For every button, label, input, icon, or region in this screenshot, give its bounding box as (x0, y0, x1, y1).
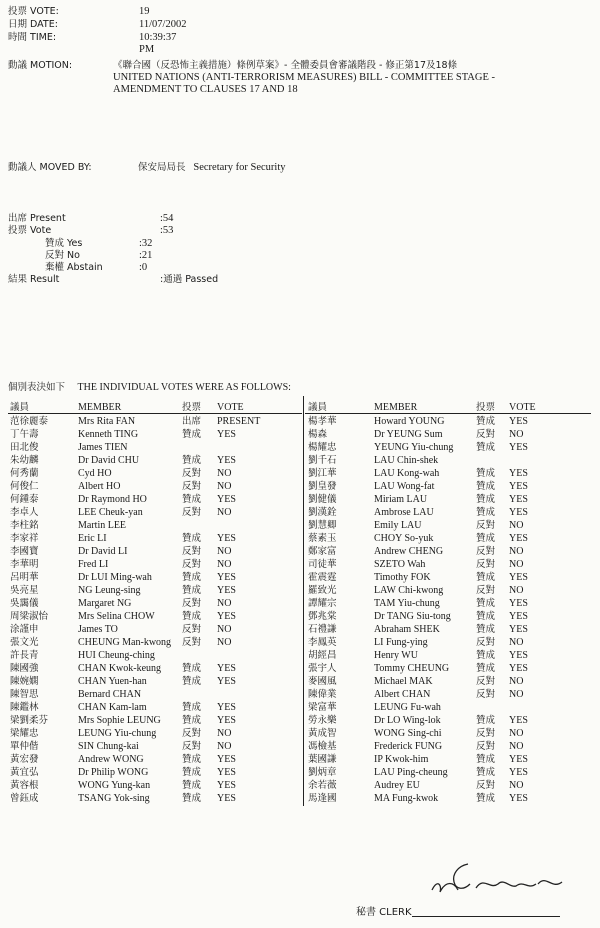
vote-zh: 贊成 (182, 663, 202, 674)
vote-en: YES (509, 663, 528, 674)
member-name-en: CHEUNG Man-kwong (78, 637, 172, 648)
motion-text-zh: 《聯合國（反恐怖主義措施）條例草案》- 全體委員會審議階段 - 修正第17及18條 (113, 60, 458, 71)
vote-en: YES (509, 793, 528, 804)
vote-en: PRESENT (217, 416, 261, 427)
member-name-zh: 葉國謙 (308, 754, 337, 765)
vote-en: NO (509, 546, 524, 557)
vote-en: YES (217, 455, 236, 466)
vote-en: NO (509, 429, 524, 440)
column-divider (303, 396, 304, 806)
member-name-en: LAU Wong-fat (374, 481, 435, 492)
yes-label: 贊成 Yes (45, 237, 83, 249)
member-name-en: TAM Yiu-chung (374, 598, 440, 609)
vote-zh: 反對 (182, 507, 202, 518)
vote-zh: 反對 (476, 585, 496, 596)
member-name-en: Dr Philip WONG (78, 767, 149, 778)
intro-en: THE INDIVIDUAL VOTES WERE AS FOLLOWS: (77, 382, 291, 393)
member-name-en: Dr David LI (78, 546, 128, 557)
vote-en: YES (509, 533, 528, 544)
member-name-zh: 黃宜弘 (10, 767, 39, 778)
present-value: :54 (160, 213, 174, 224)
member-name-en: Andrew WONG (78, 754, 144, 765)
vote-en: YES (509, 624, 528, 635)
vote-zh: 贊成 (476, 793, 496, 804)
vote-zh: 反對 (182, 637, 202, 648)
member-name-en: LEUNG Yiu-chung (78, 728, 157, 739)
member-name-en: Dr LO Wing-lok (374, 715, 441, 726)
clerk-signature (428, 860, 578, 900)
vote-en: YES (217, 663, 236, 674)
member-name-zh: 張宇人 (308, 663, 337, 674)
member-name-en: Fred LI (78, 559, 109, 570)
present-label: 出席 Present (8, 213, 66, 224)
member-name-zh: 吳亮星 (10, 585, 39, 596)
vote-zh: 贊成 (476, 611, 496, 622)
member-name-en: Emily LAU (374, 520, 422, 531)
member-name-en: Timothy FOK (374, 572, 431, 583)
member-name-zh: 劉健儀 (308, 494, 337, 505)
vote-zh: 贊成 (476, 715, 496, 726)
vote-en: YES (217, 585, 236, 596)
vote-en: NO (217, 624, 232, 635)
member-name-zh: 周梁淑怡 (10, 611, 49, 622)
vote-en: YES (509, 468, 528, 479)
member-name-en: Dr Raymond HO (78, 494, 147, 505)
member-name-zh: 陳智思 (10, 689, 39, 700)
vote-zh: 反對 (476, 741, 496, 752)
vote-en: NO (509, 741, 524, 752)
vote-en: YES (509, 715, 528, 726)
member-name-en: Dr David CHU (78, 455, 140, 466)
member-name-en: LI Fung-ying (374, 637, 428, 648)
vote-en: YES (509, 650, 528, 661)
member-name-en: Tommy CHEUNG (374, 663, 450, 674)
member-name-en: Henry WU (374, 650, 418, 661)
member-name-zh: 劉炳章 (308, 767, 337, 778)
member-name-zh: 丁午壽 (10, 429, 39, 440)
member-name-en: James TO (78, 624, 118, 635)
vote-zh: 贊成 (476, 494, 496, 505)
member-name-zh: 何秀蘭 (10, 468, 39, 479)
member-name-en: LAU Chin-shek (374, 455, 439, 466)
moved-by-value (138, 162, 286, 174)
member-name-en: Michael MAK (374, 676, 433, 687)
vote-zh: 反對 (182, 598, 202, 609)
member-name-en: LEUNG Fu-wah (374, 702, 441, 713)
member-name-zh: 鄭家富 (308, 546, 337, 557)
member-name-en: Audrey EU (374, 780, 420, 791)
member-name-en: Kenneth TING (78, 429, 139, 440)
result-label: 結果 Result (8, 274, 60, 286)
vote-en: YES (217, 702, 236, 713)
member-name-zh: 黃容根 (10, 780, 39, 791)
vote-zh: 反對 (476, 559, 496, 570)
vote-zh: 贊成 (182, 767, 202, 778)
vote-zh: 贊成 (476, 533, 496, 544)
member-name-zh: 田北俊 (10, 442, 39, 453)
member-name-zh: 何俊仁 (10, 481, 39, 492)
member-name-en: CHAN Kwok-keung (78, 663, 162, 674)
member-name-en: YEUNG Yiu-chung (374, 442, 454, 453)
vote-en: NO (217, 559, 232, 570)
individual-votes-intro (8, 382, 291, 394)
vote-en: YES (217, 793, 236, 804)
vote-en: NO (217, 728, 232, 739)
motion-text (113, 60, 593, 96)
member-name-en: Cyd HO (78, 468, 112, 479)
header-rule-right (305, 413, 591, 414)
member-name-en: Bernard CHAN (78, 689, 142, 700)
abstain-value: :0 (139, 262, 148, 274)
yes-value: :32 (139, 237, 153, 249)
vote-en: NO (509, 520, 524, 531)
vote-zh: 反對 (476, 546, 496, 557)
vote-zh: 反對 (476, 676, 496, 687)
member-name-zh: 李華明 (10, 559, 39, 570)
member-name-zh: 楊森 (308, 429, 328, 440)
vote-label: 投票 VOTE: (8, 6, 59, 17)
member-name-zh: 劉江華 (308, 468, 337, 479)
motion-text-en-1: UNITED NATIONS (ANTI-TERRORISM MEASURES) BILL - COMMITTEE STAGE - (113, 72, 495, 83)
vote-zh: 贊成 (182, 702, 202, 713)
member-name-en: WONG Yung-kan (78, 780, 151, 791)
vote-zh: 贊成 (182, 754, 202, 765)
member-name-zh: 李鳳英 (308, 637, 337, 648)
member-name-en: Albert CHAN (374, 689, 431, 700)
vote-zh: 贊成 (476, 572, 496, 583)
member-name-zh: 李國寶 (10, 546, 39, 557)
member-name-en: NG Leung-sing (78, 585, 141, 596)
vote-en: NO (509, 689, 524, 700)
vote-en: NO (509, 780, 524, 791)
member-name-zh: 胡經昌 (308, 650, 337, 661)
member-name-en: Dr TANG Siu-tong (374, 611, 451, 622)
member-name-en: Martin LEE (78, 520, 127, 531)
vote-zh: 贊成 (182, 429, 202, 440)
member-name-zh: 單仲偕 (10, 741, 39, 752)
vote-en: NO (509, 728, 524, 739)
member-name-zh: 麥國風 (308, 676, 337, 687)
vote-en: NO (509, 585, 524, 596)
member-name-en: LAU Ping-cheung (374, 767, 448, 778)
vote-en: YES (217, 754, 236, 765)
vote-en: YES (509, 767, 528, 778)
member-name-en: Ambrose LAU (374, 507, 434, 518)
result-value: :通過 Passed (160, 274, 219, 286)
member-name-en: IP Kwok-him (374, 754, 429, 765)
no-label: 反對 No (45, 249, 80, 261)
member-name-zh: 鄧兆棠 (308, 611, 337, 622)
member-name-zh: 陳婉嫻 (10, 676, 39, 687)
vote-en: NO (217, 507, 232, 518)
member-name-zh: 梁劉柔芬 (10, 715, 49, 726)
member-name-zh: 楊孝華 (308, 416, 337, 427)
vote-zh: 贊成 (182, 494, 202, 505)
time-label: 時間 TIME: (8, 32, 57, 43)
vote-zh: 反對 (476, 728, 496, 739)
member-name-zh: 陳國強 (10, 663, 39, 674)
member-name-zh: 范徐麗泰 (10, 416, 49, 427)
vote-zh: 反對 (182, 468, 202, 479)
member-name-zh: 劉千石 (308, 455, 337, 466)
moved-by-en: Secretary for Security (193, 162, 286, 173)
vote-zh: 贊成 (476, 507, 496, 518)
vote-en: YES (217, 676, 236, 687)
vote-zh: 贊成 (476, 468, 496, 479)
vote-zh: 反對 (182, 728, 202, 739)
vote-en: YES (217, 572, 236, 583)
vote-zh: 反對 (182, 624, 202, 635)
member-name-en: Howard YOUNG (374, 416, 445, 427)
time-value: 10:39:37 PM (139, 32, 177, 55)
member-name-en: HUI Cheung-ching (78, 650, 155, 661)
member-name-en: Mrs Rita FAN (78, 416, 136, 427)
vote-en: NO (217, 741, 232, 752)
vote-zh: 贊成 (182, 611, 202, 622)
member-name-zh: 梁耀忠 (10, 728, 39, 739)
header-rule-left (8, 413, 302, 414)
moved-by-label: 動議人 MOVED BY: (8, 162, 92, 173)
clerk-label: 秘書 CLERK (356, 907, 412, 918)
member-name-zh: 李柱銘 (10, 520, 39, 531)
vote-en: NO (217, 637, 232, 648)
vote-en: YES (509, 611, 528, 622)
member-name-en: CHAN Kam-lam (78, 702, 147, 713)
vote-count-value: :53 (160, 225, 174, 237)
member-name-en: Abraham SHEK (374, 624, 440, 635)
vote-zh: 贊成 (476, 767, 496, 778)
vote-zh: 贊成 (476, 442, 496, 453)
member-name-en: WONG Sing-chi (374, 728, 442, 739)
col-vote-zh-right: 投票 (476, 402, 496, 413)
member-name-en: CHAN Yuen-han (78, 676, 147, 687)
vote-zh: 贊成 (476, 624, 496, 635)
col-vote-zh-left: 投票 (182, 402, 202, 413)
vote-zh: 反對 (476, 689, 496, 700)
member-name-en: LAU Kong-wah (374, 468, 440, 479)
vote-en: YES (509, 507, 528, 518)
member-name-zh: 劉慧卿 (308, 520, 337, 531)
col-member-en-left: MEMBER (78, 402, 122, 413)
vote-zh: 反對 (476, 429, 496, 440)
vote-en: NO (217, 598, 232, 609)
member-name-zh: 余若薇 (308, 780, 337, 791)
vote-en: YES (217, 429, 236, 440)
vote-count-label: 投票 Vote (8, 225, 52, 237)
member-name-en: Dr LUI Ming-wah (78, 572, 152, 583)
member-name-en: Andrew CHENG (374, 546, 444, 557)
vote-zh: 贊成 (476, 754, 496, 765)
vote-en: NO (509, 637, 524, 648)
vote-zh: 贊成 (182, 715, 202, 726)
member-name-zh: 羅致光 (308, 585, 337, 596)
no-value: :21 (139, 249, 153, 261)
member-name-zh: 劉漢銓 (308, 507, 337, 518)
abstain-label: 棄權 Abstain (45, 262, 103, 274)
vote-zh: 贊成 (476, 481, 496, 492)
vote-en: YES (217, 715, 236, 726)
member-name-en: Mrs Sophie LEUNG (78, 715, 161, 726)
member-name-zh: 馬逢國 (308, 793, 337, 804)
member-name-zh: 涂謹申 (10, 624, 39, 635)
member-name-en: Eric LI (78, 533, 107, 544)
motion-text-en-2: AMENDMENT TO CLAUSES 17 AND 18 (113, 84, 298, 95)
member-name-zh: 霍震霆 (308, 572, 337, 583)
vote-zh: 贊成 (182, 793, 202, 804)
member-name-en: Miriam LAU (374, 494, 428, 505)
vote-zh: 反對 (182, 559, 202, 570)
vote-en: YES (217, 611, 236, 622)
col-member-zh-left: 議員 (10, 402, 30, 413)
vote-en: YES (509, 416, 528, 427)
intro-zh: 個別表決如下 (8, 382, 66, 393)
vote-zh: 贊成 (182, 572, 202, 583)
col-vote-en-left: VOTE (217, 402, 244, 413)
vote-en: YES (217, 767, 236, 778)
vote-en: YES (509, 572, 528, 583)
member-name-en: CHOY So-yuk (374, 533, 434, 544)
member-name-zh: 呂明華 (10, 572, 39, 583)
vote-zh: 贊成 (476, 650, 496, 661)
vote-zh: 贊成 (476, 663, 496, 674)
member-name-zh: 勞永樂 (308, 715, 337, 726)
motion-label: 動議 MOTION: (8, 60, 73, 71)
clerk-signature-line (412, 916, 560, 917)
member-name-zh: 何鍾泰 (10, 494, 39, 505)
vote-zh: 贊成 (182, 780, 202, 791)
vote-en: YES (509, 442, 528, 453)
vote-zh: 贊成 (476, 598, 496, 609)
vote-zh: 反對 (476, 780, 496, 791)
member-name-zh: 蔡素玉 (308, 533, 337, 544)
member-name-zh: 司徒華 (308, 559, 337, 570)
member-name-zh: 梁富華 (308, 702, 337, 713)
member-name-en: Dr YEUNG Sum (374, 429, 443, 440)
vote-en: NO (217, 481, 232, 492)
member-name-en: LAW Chi-kwong (374, 585, 444, 596)
member-name-zh: 馮檢基 (308, 741, 337, 752)
member-name-en: SZETO Wah (374, 559, 426, 570)
member-name-en: James TIEN (78, 442, 128, 453)
member-name-zh: 黃宏發 (10, 754, 39, 765)
vote-en: YES (509, 494, 528, 505)
vote-en: NO (217, 468, 232, 479)
vote-en: NO (217, 546, 232, 557)
member-name-zh: 朱幼麟 (10, 455, 39, 466)
vote-en: YES (217, 780, 236, 791)
member-name-en: SIN Chung-kai (78, 741, 139, 752)
vote-zh: 贊成 (182, 455, 202, 466)
member-name-en: Mrs Selina CHOW (78, 611, 155, 622)
col-member-zh-right: 議員 (308, 402, 328, 413)
vote-zh: 反對 (476, 520, 496, 531)
vote-zh: 反對 (182, 481, 202, 492)
vote-zh: 反對 (182, 741, 202, 752)
vote-zh: 贊成 (182, 585, 202, 596)
date-label: 日期 DATE: (8, 19, 58, 30)
vote-zh: 出席 (182, 416, 202, 427)
vote-en: YES (217, 494, 236, 505)
member-name-zh: 許長青 (10, 650, 39, 661)
col-member-en-right: MEMBER (374, 402, 418, 413)
vote-en: YES (217, 533, 236, 544)
vote-zh: 反對 (182, 546, 202, 557)
vote-zh: 贊成 (182, 533, 202, 544)
member-name-en: TSANG Yok-sing (78, 793, 150, 804)
member-name-en: MA Fung-kwok (374, 793, 439, 804)
member-name-zh: 曾鈺成 (10, 793, 39, 804)
vote-zh: 反對 (476, 637, 496, 648)
member-name-zh: 陳鑑林 (10, 702, 39, 713)
member-name-en: Frederick FUNG (374, 741, 443, 752)
member-name-zh: 陳偉業 (308, 689, 337, 700)
member-name-zh: 劉皇發 (308, 481, 337, 492)
member-name-en: LEE Cheuk-yan (78, 507, 143, 518)
member-name-zh: 吳靄儀 (10, 598, 39, 609)
member-name-zh: 石禮謙 (308, 624, 337, 635)
vote-en: YES (509, 598, 528, 609)
col-vote-en-right: VOTE (509, 402, 536, 413)
vote-en: YES (509, 754, 528, 765)
date-value: 11/07/2002 (139, 19, 187, 30)
member-name-zh: 譚耀宗 (308, 598, 337, 609)
vote-en: NO (509, 559, 524, 570)
member-name-en: Albert HO (78, 481, 121, 492)
member-name-zh: 李卓人 (10, 507, 39, 518)
member-name-en: Margaret NG (78, 598, 132, 609)
vote-zh: 贊成 (476, 416, 496, 427)
vote-en: YES (509, 481, 528, 492)
moved-by-zh: 保安局局長 (138, 162, 186, 173)
member-name-zh: 張文光 (10, 637, 39, 648)
member-name-zh: 李家祥 (10, 533, 39, 544)
vote-en: NO (509, 676, 524, 687)
vote-zh: 贊成 (182, 676, 202, 687)
vote-number: 19 (139, 6, 150, 17)
member-name-zh: 黃成智 (308, 728, 337, 739)
member-name-zh: 楊耀忠 (308, 442, 337, 453)
